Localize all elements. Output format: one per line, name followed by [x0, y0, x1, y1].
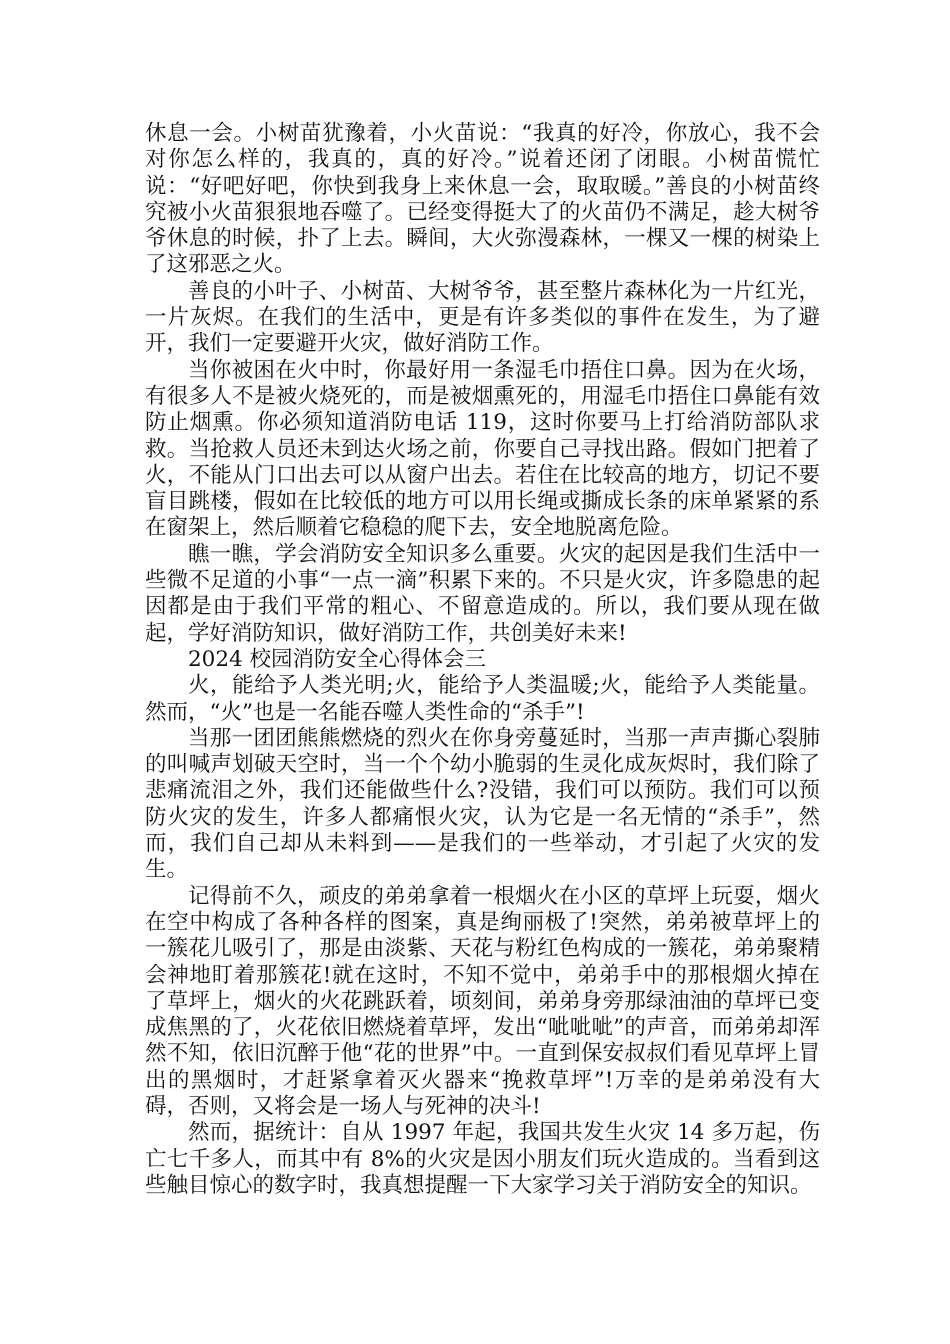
paragraph-8: 然而，据统计：自从 1997 年起，我国共发生火灾 14 多万起，伤亡七千多人，而其中有 8%的火灾是因小朋友们玩火造成的。当看到这些触目惊心的数字时，我真想提醒一下大家学习关于消防安全的知识。	[145, 1120, 820, 1198]
paragraph-4: 瞧一瞧，学会消防安全知识多么重要。火灾的起因是我们生活中一些微不足道的小事“一点一滴”积累下来的。不只是火灾，许多隐患的起因都是由于我们平常的粗心、不留意造成的。所以，我们要从现在做起，学好消防知识，做好消防工作，共创美好未来!	[145, 541, 820, 646]
paragraph-1: 休息一会。小树苗犹豫着，小火苗说：“我真的好冷，你放心，我不会对你怎么样的，我真的，真的好冷。”说着还闭了闭眼。小树苗慌忙说：“好吧好吧，你快到我身上来休息一会，取取暖。”善良的小树苗终究被小火苗狠狠地吞噬了。已经变得挺大了的火苗仍不满足，趁大树爷爷休息的时候，扑了上去。瞬间，大火弥漫森林，一棵又一棵的树染上了这邪恶之火。	[145, 121, 820, 278]
document-body	[145, 121, 820, 1199]
paragraph-2: 善良的小叶子、小树苗、大树爷爷，甚至整片森林化为一片红光，一片灰烬。在我们的生活中，更是有许多类似的事件在发生，为了避开，我们一定要避开火灾，做好消防工作。	[145, 278, 820, 357]
paragraph-7: 记得前不久，顽皮的弟弟拿着一根烟火在小区的草坪上玩耍，烟火在空中构成了各种各样的图案，真是绚丽极了!突然，弟弟被草坪上的一簇花儿吸引了，那是由淡紫、天花与粉红色构成的一簇花，弟弟聚精会神地盯着那簇花!就在这时，不知不觉中，弟弟手中的那根烟火掉在了草坪上，烟火的火花跳跃着，顷刻间，弟弟身旁那绿油油的草坪已变成焦黑的了，火花依旧燃烧着草坪，发出“呲呲呲”的声音，而弟弟却浑然不知，依旧沉醉于他“花的世界”中。一直到保安叔叔们看见草坪上冒出的黑烟时，才赶紧拿着灭火器来“挽救草坪”!万幸的是弟弟没有大碍，否则，又将会是一场人与死神的决斗!	[145, 883, 820, 1119]
paragraph-6: 当那一团团熊熊燃烧的烈火在你身旁蔓延时，当那一声声撕心裂肺的叫喊声划破天空时，当一个个幼小脆弱的生灵化成灰烬时，我们除了悲痛流泪之外，我们还能做些什么?没错，我们可以预防。我们可以预防火灾的发生，许多人都痛恨火灾，认为它是一名无情的“杀手”，然而，我们自己却从未料到——是我们的一些举动，才引起了火灾的发生。	[145, 725, 820, 883]
section-heading: 2024 校园消防安全心得体会三	[188, 646, 487, 672]
paragraph-5: 火，能给予人类光明;火，能给予人类温暖;火，能给予人类能量。然而，“火”也是一名能吞噬人类性命的“杀手”!	[145, 673, 820, 725]
paragraph-3: 当你被困在火中时，你最好用一条湿毛巾捂住口鼻。因为在火场，有很多人不是被火烧死的，而是被烟熏死的，用湿毛巾捂住口鼻能有效防止烟熏。你必须知道消防电话 119，这时你要马上打给消防部队求救。当抢救人员还未到达火场之前，你要自己寻找出路。假如门把着了火，不能从门口出去可以从窗户出去。若住在比较高的地方，切记不要盲目跳楼，假如在比较低的地方可以用长绳或撕成长条的床单紧紧的系在窗架上，然后顺着它稳稳的爬下去，安全地脱离危险。	[145, 357, 820, 541]
